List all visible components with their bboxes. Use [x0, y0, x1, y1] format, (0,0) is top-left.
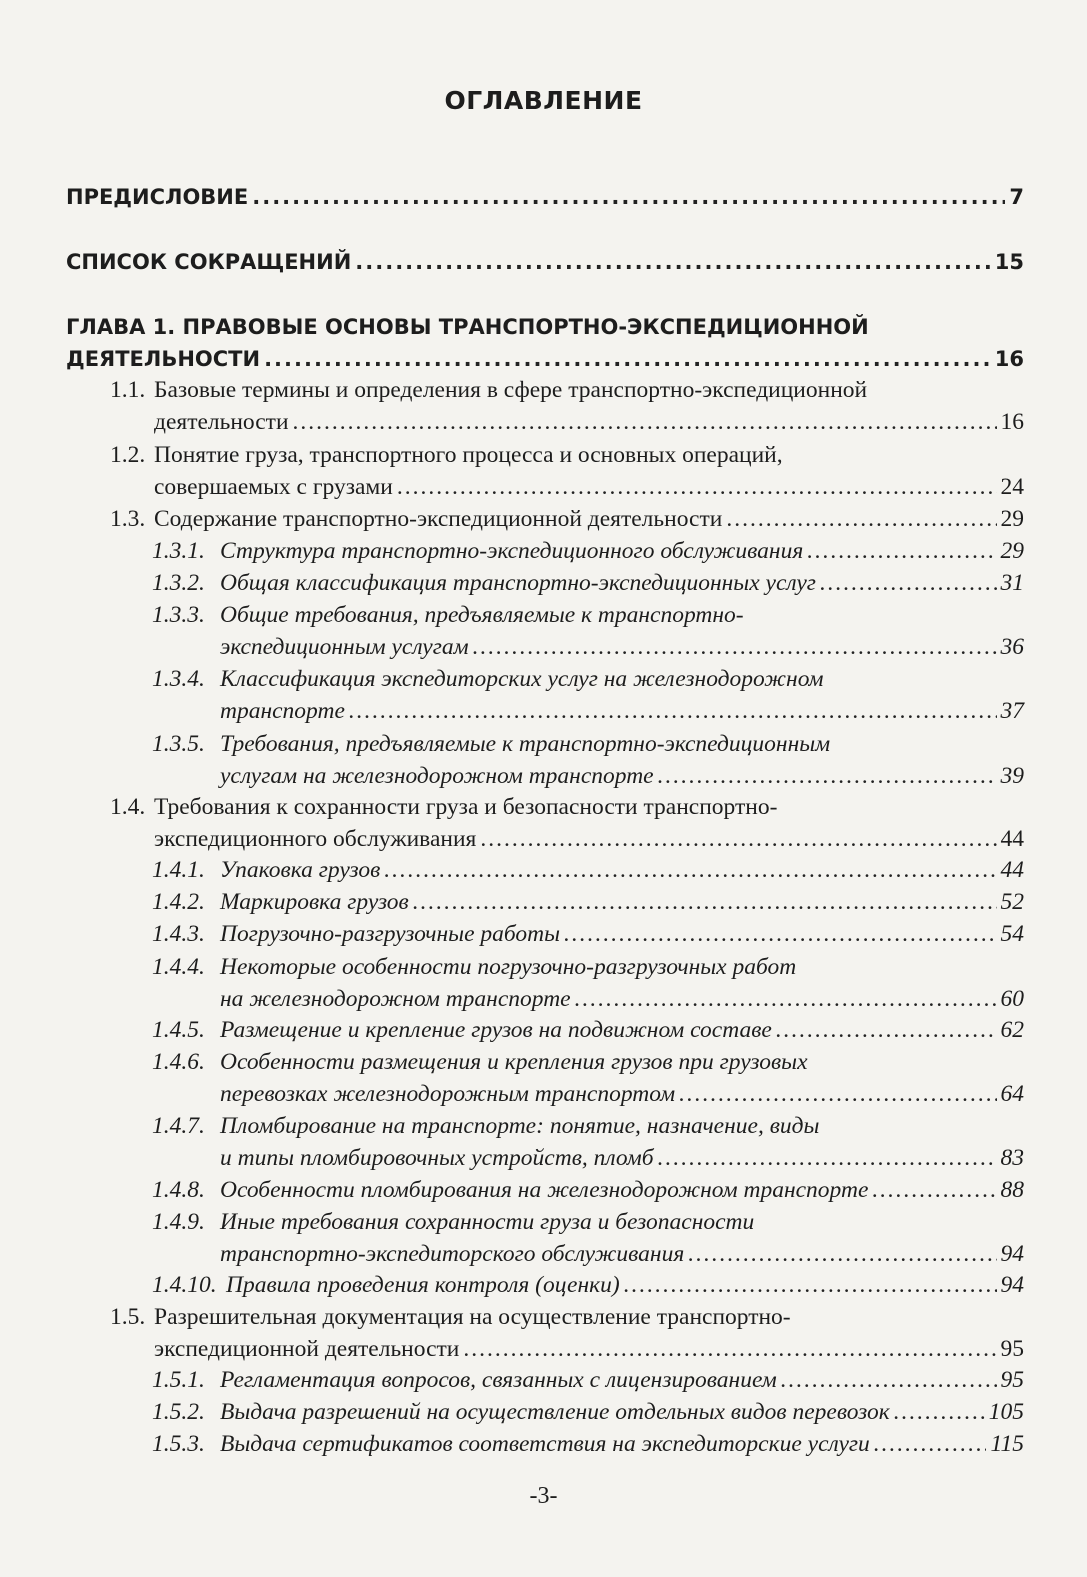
leader-dots — [413, 886, 997, 918]
toc-entry-title: Маркировка грузов — [220, 889, 409, 915]
toc-entry-title: Структура транспортно-экспедиционного обслуживания — [220, 538, 804, 564]
toc-entry-1-4-7[interactable] — [152, 1110, 1024, 1174]
leader-dots — [355, 246, 990, 278]
toc-section-number: 1.4.1. — [152, 857, 205, 883]
toc-page-number: 16 — [1000, 409, 1024, 435]
toc-entry-title: Выдача сертификатов соответствия на экспедиторские услуги — [220, 1431, 870, 1457]
leader-dots — [384, 854, 996, 886]
leader-dots — [688, 1238, 996, 1270]
leader-dots — [564, 918, 996, 950]
toc-section-number: 1.1. — [110, 377, 146, 403]
toc-page-number: 95 — [1000, 1336, 1024, 1362]
toc-page-number: 88 — [1000, 1177, 1024, 1203]
toc-section-number: 1.4.10. — [152, 1272, 217, 1298]
toc-entry-title: Регламентация вопросов, связанных с лицензированием — [220, 1367, 777, 1393]
toc-entry-title-cont: транспортно-экспедиторского обслуживания — [220, 1241, 685, 1267]
toc-page-number: 94 — [1000, 1272, 1024, 1298]
leader-dots — [473, 631, 997, 663]
leader-dots — [658, 1142, 997, 1174]
toc-entry-1-4-1[interactable] — [152, 854, 1024, 886]
toc-section-number: 1.2. — [110, 442, 146, 468]
leader-dots — [807, 535, 996, 567]
leader-dots — [872, 1174, 996, 1206]
leader-dots — [658, 760, 997, 792]
toc-entry-title-cont: и типы пломбировочных устройств, пломб — [220, 1145, 654, 1171]
toc-entry-title: Правила проведения контроля (оценки) — [226, 1272, 620, 1298]
toc-entry-1-4-10[interactable] — [152, 1269, 1024, 1301]
leader-dots — [293, 406, 997, 438]
toc-entry-1-3[interactable] — [110, 503, 1024, 535]
toc-entry-title: Иные требования сохранности груза и безопасности — [220, 1209, 755, 1235]
toc-entry-title-cont: услугам на железнодорожном транспорте — [220, 763, 654, 789]
toc-page-number: 83 — [1000, 1145, 1024, 1171]
toc-entry-preface[interactable] — [66, 181, 1024, 213]
toc-entry-title: Классификация экспедиторских услуг на железнодорожном — [220, 666, 824, 692]
toc-entry-1-5-3[interactable] — [152, 1428, 1024, 1460]
leader-dots — [349, 695, 997, 727]
toc-page-number: 94 — [1000, 1241, 1024, 1267]
toc-section-number: 1.4.4. — [152, 954, 205, 980]
toc-entry-title: СПИСОК СОКРАЩЕНИЙ — [66, 250, 352, 274]
toc-section-number: 1.4.8. — [152, 1177, 205, 1203]
toc-entry-1-4-3[interactable] — [152, 918, 1024, 950]
toc-section-number: 1.3.1. — [152, 538, 205, 564]
leader-dots — [252, 181, 1005, 213]
leader-dots — [480, 823, 996, 855]
toc-section-number: 1.3.5. — [152, 731, 205, 757]
toc-section-number: 1.5. — [110, 1304, 146, 1330]
leader-dots — [781, 1364, 997, 1396]
toc-entry-title: ГЛАВА 1. ПРАВОВЫЕ ОСНОВЫ ТРАНСПОРТНО-ЭКСПЕДИЦИОННОЙ — [66, 315, 869, 339]
leader-dots — [463, 1333, 996, 1365]
toc-page-number: 115 — [990, 1431, 1024, 1457]
toc-entry-title-cont: ДЕЯТЕЛЬНОСТИ — [66, 347, 261, 371]
toc-page-number: 44 — [1000, 857, 1024, 883]
toc-entry-1-3-2[interactable] — [152, 567, 1024, 599]
toc-entry-title: Размещение и крепление грузов на подвижном составе — [220, 1017, 772, 1043]
page-number: -3- — [529, 1483, 558, 1509]
toc-entry-title: Содержание транспортно-экспедиционной деятельности — [154, 506, 723, 532]
toc-page-number: 29 — [1000, 538, 1024, 564]
toc-entry-title: Общая классификация транспортно-экспедиционных услуг — [220, 570, 816, 596]
toc-entry-title-cont: совершаемых с грузами — [154, 474, 393, 500]
toc-page-number: 52 — [1000, 889, 1024, 915]
toc-page-number: 62 — [1000, 1017, 1024, 1043]
toc-page-number: 7 — [1009, 185, 1024, 209]
toc-entry-title-cont: экспедиционным услугам — [220, 634, 469, 660]
toc-entry-1-4-9[interactable] — [152, 1206, 1024, 1270]
toc-page-number: 64 — [1000, 1081, 1024, 1107]
toc-page-number: 37 — [1000, 698, 1024, 724]
toc-page-number: 105 — [988, 1399, 1024, 1425]
toc-section-number: 1.5.1. — [152, 1367, 205, 1393]
toc-entry-1-3-5[interactable] — [152, 728, 1024, 792]
toc-page-number: 15 — [994, 250, 1024, 274]
toc-section-number: 1.5.3. — [152, 1431, 205, 1457]
toc-entry-1-4[interactable] — [110, 791, 1024, 855]
toc-entry-title-cont: деятельности — [154, 409, 289, 435]
toc-entry-1-4-5[interactable] — [152, 1014, 1024, 1046]
leader-dots — [624, 1269, 997, 1301]
toc-page-number: 95 — [1000, 1367, 1024, 1393]
toc-page-number: 31 — [1000, 570, 1024, 596]
toc-section-number: 1.3. — [110, 506, 146, 532]
toc-entry-title: Общие требования, предъявляемые к транспортно- — [220, 602, 744, 628]
toc-entry-title: Разрешительная документация на осуществление транспортно- — [154, 1304, 791, 1330]
toc-entry-title: Некоторые особенности погрузочно-разгрузочных работ — [220, 954, 797, 980]
toc-section-number: 1.4.9. — [152, 1209, 205, 1235]
toc-entry-1-3-4[interactable] — [152, 663, 1024, 727]
toc-entry-title-cont: транспорте — [220, 698, 345, 724]
toc-entry-title-cont: экспедиционной деятельности — [154, 1336, 460, 1362]
toc-page-number: 16 — [994, 347, 1024, 371]
toc-entry-1-3-1[interactable] — [152, 535, 1024, 567]
toc-entry-title: Пломбирование на транспорте: понятие, назначение, виды — [220, 1113, 820, 1139]
toc-page-number: 44 — [1000, 826, 1024, 852]
toc-page-number: 24 — [1000, 474, 1024, 500]
page-title: ОГЛАВЛЕНИЕ — [444, 86, 643, 115]
toc-entry-1-5-2[interactable] — [152, 1396, 1024, 1428]
toc-entry-title: Понятие груза, транспортного процесса и основных операций, — [154, 442, 783, 468]
leader-dots — [679, 1078, 996, 1110]
leader-dots — [776, 1014, 997, 1046]
leader-dots — [820, 567, 997, 599]
toc-section-number: 1.4.2. — [152, 889, 205, 915]
toc-entry-title: Требования к сохранности груза и безопасности транспортно- — [154, 794, 778, 820]
toc-entry-1-5[interactable] — [110, 1301, 1024, 1365]
toc-page-number: 39 — [1000, 763, 1024, 789]
leader-dots — [397, 471, 997, 503]
toc-section-number: 1.4.3. — [152, 921, 205, 947]
toc-section-number: 1.4. — [110, 794, 146, 820]
toc-section-number: 1.3.4. — [152, 666, 205, 692]
toc-entry-chapter-1[interactable] — [66, 311, 1024, 375]
toc-section-number: 1.4.7. — [152, 1113, 205, 1139]
toc-section-number: 1.3.3. — [152, 602, 205, 628]
toc-entry-1-3-3[interactable] — [152, 599, 1024, 663]
toc-section-number: 1.3.2. — [152, 570, 205, 596]
toc-section-number: 1.4.5. — [152, 1017, 205, 1043]
toc-page-number: 54 — [1000, 921, 1024, 947]
toc-section-number: 1.5.2. — [152, 1399, 205, 1425]
toc-entry-title: Требования, предъявляемые к транспортно-экспедиционным — [220, 731, 831, 757]
leader-dots — [575, 983, 997, 1015]
toc-entry-1-4-2[interactable] — [152, 886, 1024, 918]
toc-entry-1-4-8[interactable] — [152, 1174, 1024, 1206]
toc-entry-title: Базовые термины и определения в сфере транспортно-экспедиционной — [154, 377, 868, 403]
toc-entry-title: Погрузочно-разгрузочные работы — [220, 921, 561, 947]
toc-entry-title-cont: экспедиционного обслуживания — [154, 826, 477, 852]
toc-entry-abbreviations[interactable] — [66, 246, 1024, 278]
toc-entry-title: Выдача разрешений на осуществление отдельных видов перевозок — [220, 1399, 890, 1425]
toc-section-number: 1.4.6. — [152, 1049, 205, 1075]
toc-entry-title: Особенности пломбирования на железнодорожном транспорте — [220, 1177, 869, 1203]
toc-entry-1-1[interactable] — [110, 374, 1024, 438]
toc-entry-1-2[interactable] — [110, 439, 1024, 503]
toc-entry-title: Особенности размещения и крепления грузов при грузовых — [220, 1049, 808, 1075]
leader-dots — [264, 343, 991, 375]
leader-dots — [894, 1396, 985, 1428]
toc-entry-title-cont: на железнодорожном транспорте — [220, 986, 571, 1012]
toc-page-number: 29 — [1000, 506, 1024, 532]
toc-entry-1-5-1[interactable] — [152, 1364, 1024, 1396]
toc-page-number: 36 — [1000, 634, 1024, 660]
leader-dots — [726, 503, 996, 535]
leader-dots — [874, 1428, 987, 1460]
toc-entry-title: ПРЕДИСЛОВИЕ — [66, 185, 249, 209]
toc-entry-title: Упаковка грузов — [220, 857, 381, 883]
toc-page-number: 60 — [1000, 986, 1024, 1012]
toc-entry-1-4-4[interactable] — [152, 951, 1024, 1015]
toc-entry-1-4-6[interactable] — [152, 1046, 1024, 1110]
toc-entry-title-cont: перевозках железнодорожным транспортом — [220, 1081, 676, 1107]
